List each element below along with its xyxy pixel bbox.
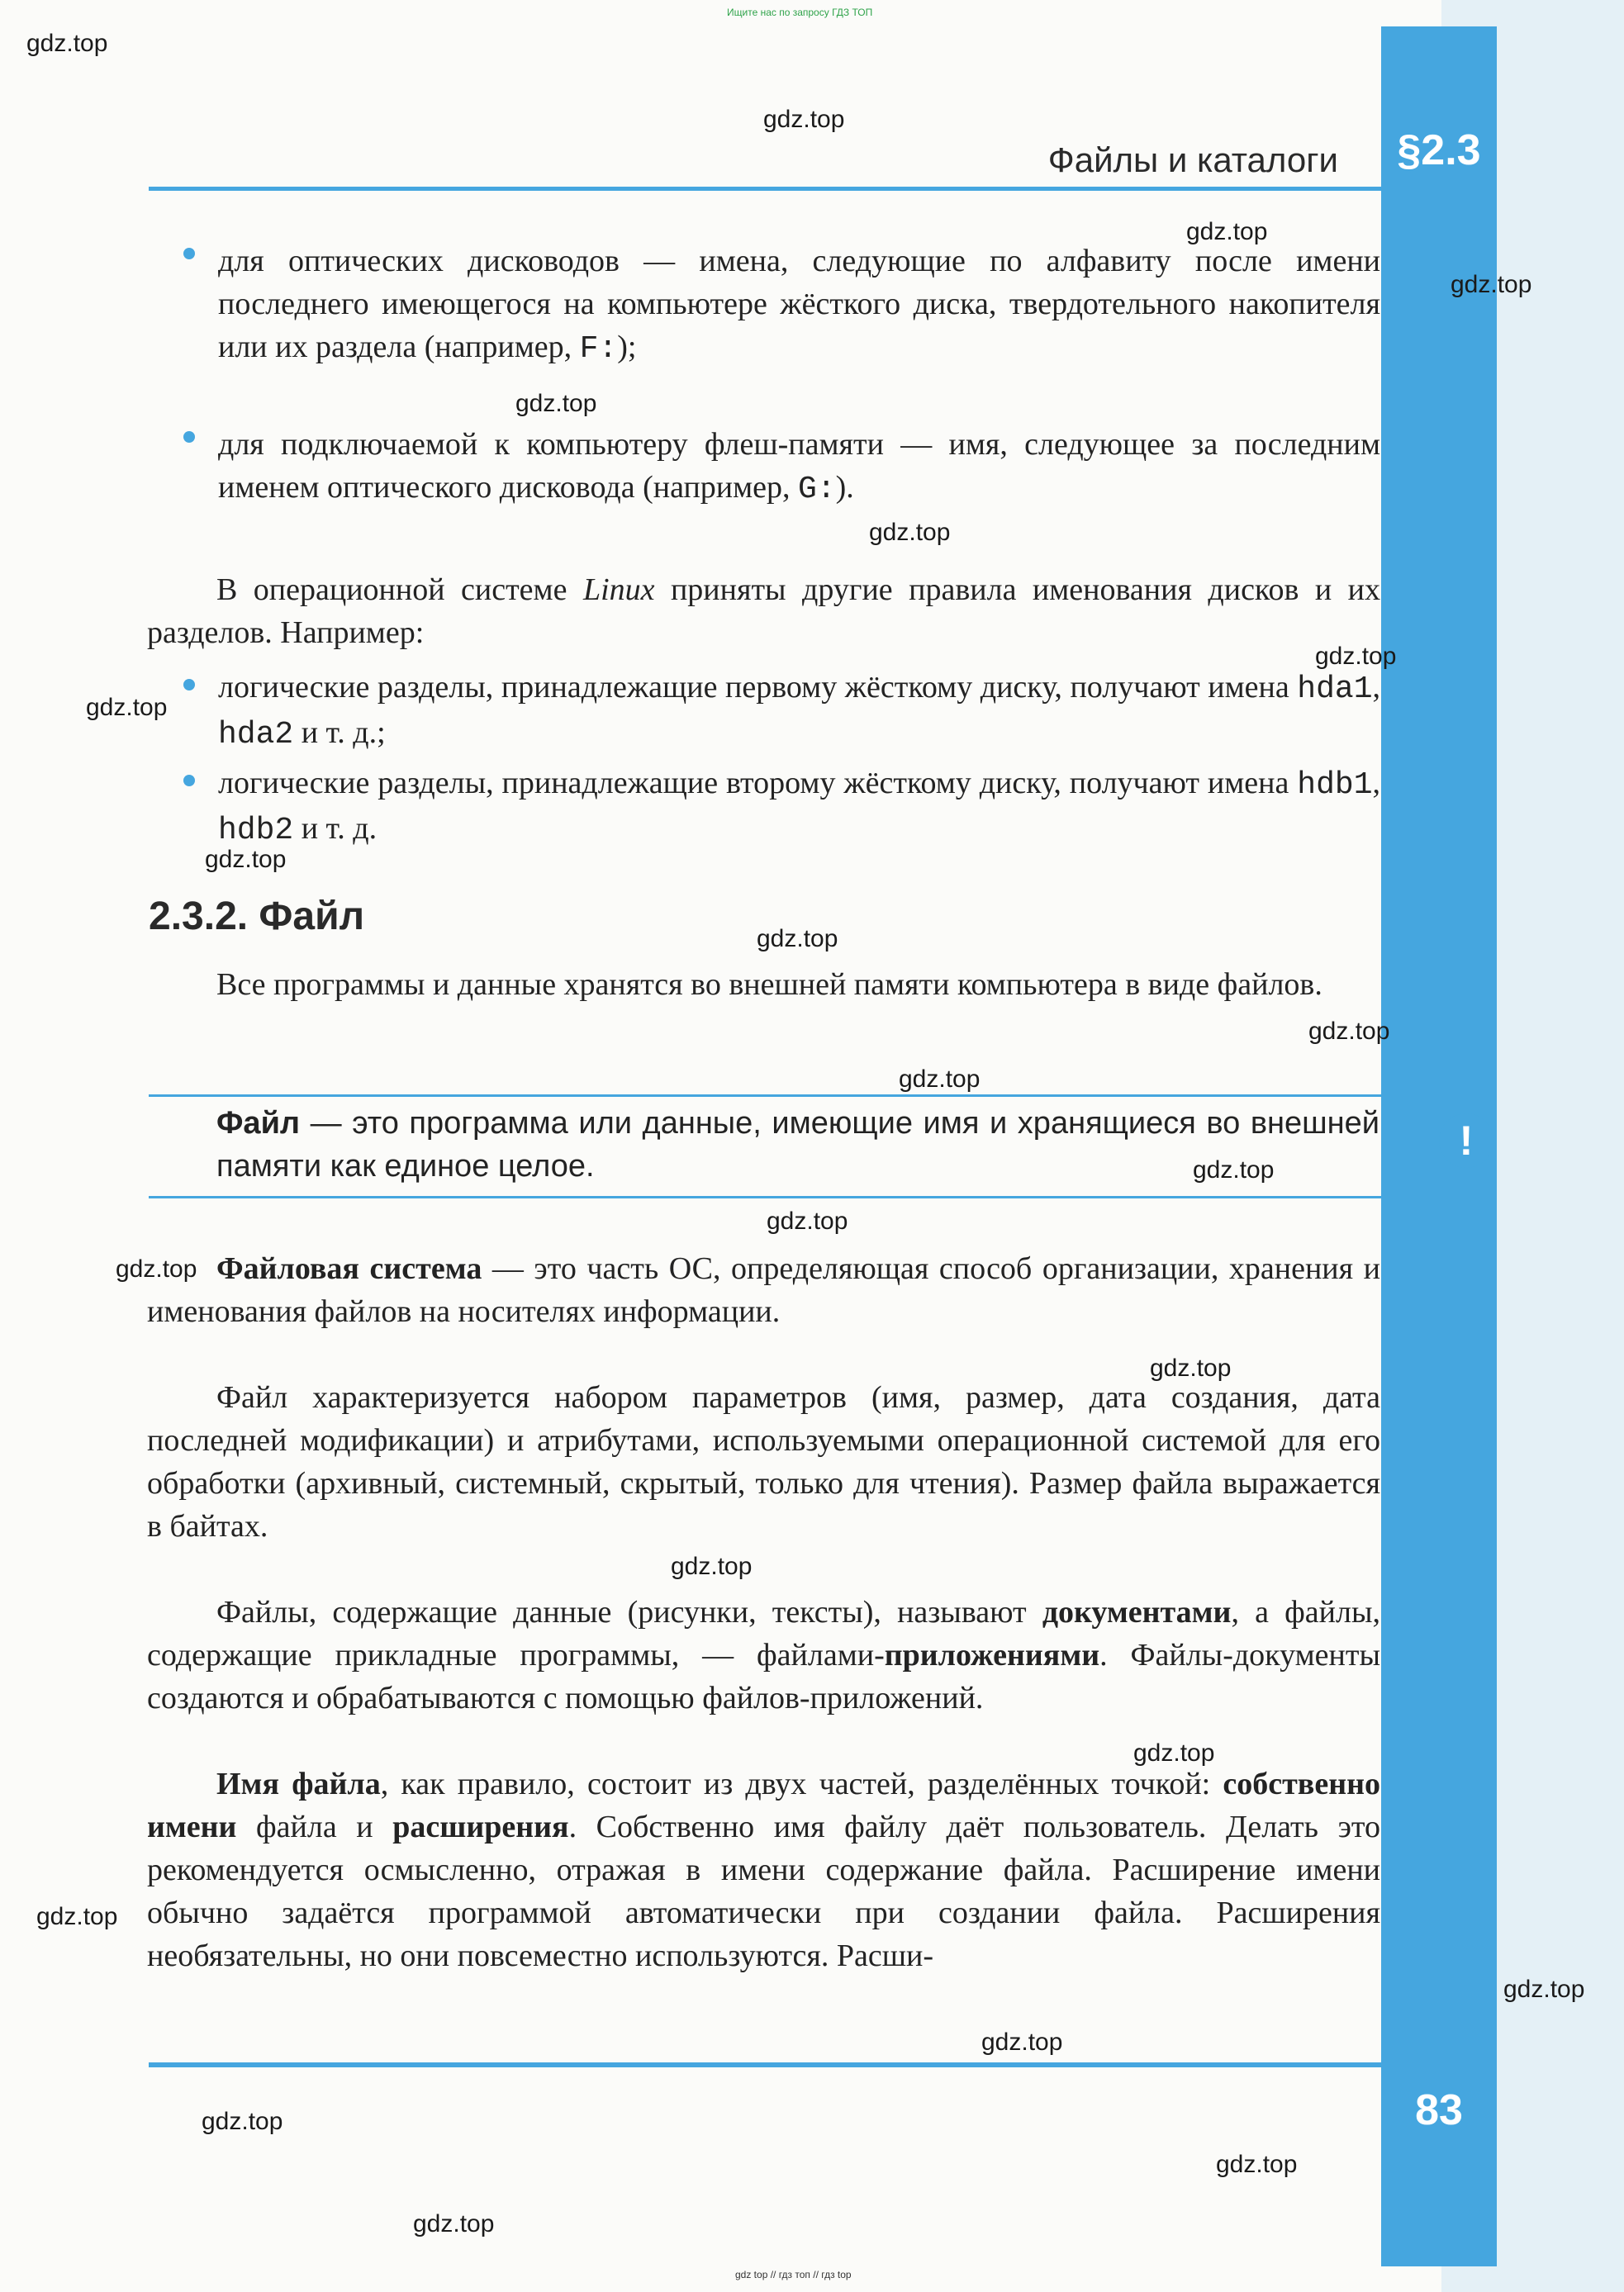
watermark: gdz.top: [116, 1255, 197, 1283]
bottom-note: gdz top // гдз топ // гдз top: [735, 2269, 852, 2280]
watermark: gdz.top: [981, 2029, 1063, 2056]
watermark: gdz.top: [1186, 218, 1268, 245]
watermark: gdz.top: [413, 2210, 495, 2237]
watermark: gdz.top: [869, 519, 951, 546]
watermark: gdz.top: [205, 846, 287, 873]
watermark: gdz.top: [763, 106, 845, 133]
bullet-dot: [183, 431, 195, 443]
watermark: gdz.top: [202, 2108, 283, 2135]
watermark: gdz.top: [86, 694, 168, 721]
watermark: gdz.top: [36, 1903, 118, 1930]
watermark: gdz.top: [1133, 1739, 1215, 1767]
watermark: gdz.top: [757, 925, 838, 952]
section-heading: 2.3.2. Файл: [149, 894, 365, 938]
watermark: gdz.top: [1150, 1355, 1232, 1382]
watermark: gdz.top: [1193, 1156, 1275, 1184]
top-note: Ищите нас по запросу ГДЗ ТОП: [727, 7, 873, 18]
footer-rule: [149, 2062, 1381, 2067]
bullet-flash-memory: для подключаемой к компьютеру флеш-памяти — имя, следующее за последним именем оптического дисковода (например, G:).: [218, 427, 1380, 507]
watermark: gdz.top: [1216, 2151, 1298, 2178]
section-number: §2.3: [1397, 126, 1481, 174]
documents-paragraph: Файлы, содержащие данные (рисунки, тексты), называют документами, а файлы, содержащие прикладные программы, — файлами-приложениями. Файлы-документы создаются и обрабатываются с помощью файлов-приложений.: [147, 1595, 1380, 1715]
page-number: 83: [1415, 2086, 1463, 2134]
definition-rule-bottom: [149, 1196, 1381, 1198]
watermark: gdz.top: [1308, 1018, 1390, 1045]
linux-paragraph: В операционной системе Linux приняты другие правила именования дисков и их разделов. Например:: [147, 572, 1380, 650]
watermark: gdz.top: [515, 390, 597, 417]
watermark: gdz.top: [1451, 271, 1532, 298]
watermark: gdz.top: [899, 1065, 981, 1093]
filename-paragraph: Имя файла, как правило, состоит из двух частей, разделённых точкой: собственно имени файла и расширения. Собственно имя файлу даёт пользователь. Делать это рекомендуется осмысленно, отражая в имени содержание файла. Расширение имени обычно задаётся программой автоматически при создании файла. Расширения необязательны, но они повсеместно используются. Расши-: [147, 1767, 1380, 1973]
watermark: gdz.top: [767, 1208, 848, 1235]
bullet-dot: [183, 679, 195, 690]
watermark: gdz.top: [671, 1553, 753, 1580]
filesystem-paragraph: Файловая система — это часть ОС, определяющая способ организации, хранения и именования файлов на носителях информации.: [147, 1251, 1380, 1329]
page-header-title: Файлы и каталоги: [1047, 140, 1338, 179]
definition-rule-top: [149, 1094, 1381, 1097]
intro-paragraph: Все программы и данные хранятся во внешней памяти компьютера в виде файлов.: [216, 967, 1322, 1002]
watermark: gdz.top: [26, 30, 108, 57]
header-rule: [149, 187, 1381, 191]
definition-text: Файл — это программа или данные, имеющие имя и хранящиеся во внешней памяти как единое целое.: [216, 1106, 1379, 1184]
bullet-first-disk: логические разделы, принадлежащие первому жёсткому диску, получают имена hda1, hda2 и т. д.;: [218, 670, 1380, 752]
params-paragraph: Файл характеризуется набором параметров (имя, размер, дата создания, дата последней модификации) и атрибутами, используемыми операционной системой для его обработки (архивный, системный, скрытый, только для чтения). Размер файла выражается в байтах.: [147, 1380, 1380, 1544]
bullet-dot: [183, 248, 195, 259]
watermark: gdz.top: [1503, 1976, 1585, 2003]
bullet-dot: [183, 775, 195, 786]
watermark: gdz.top: [1315, 643, 1397, 670]
exclamation-icon: !: [1439, 1113, 1493, 1168]
bullet-optical-drives: для оптических дисководов — имена, следующие по алфавиту после имени последнего имеющегося на компьютере жёсткого диска, твердотельного накопителя или их раздела (например, F:);: [218, 244, 1380, 367]
bullet-second-disk: логические разделы, принадлежащие второму жёсткому диску, получают имена hdb1, hdb2 и т. д.: [218, 766, 1380, 848]
